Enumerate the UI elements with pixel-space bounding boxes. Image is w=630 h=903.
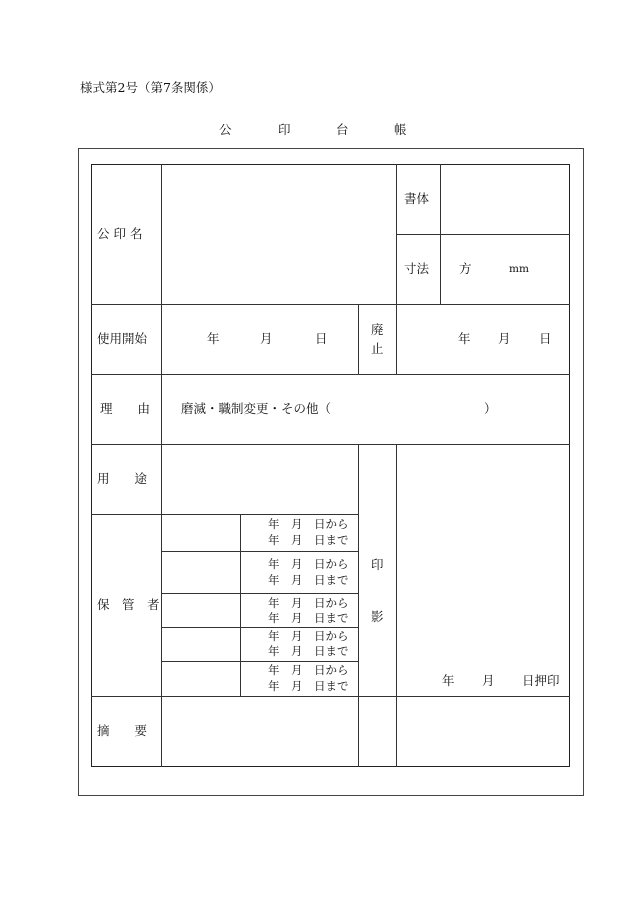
keeper-name-field[interactable] — [162, 628, 240, 661]
reason-other-field[interactable] — [345, 396, 483, 420]
summary-field[interactable] — [162, 697, 358, 766]
page-title — [0, 124, 630, 140]
keeper-period-to: 年 月 日まで — [268, 644, 349, 658]
summary-extra-field[interactable] — [397, 697, 569, 766]
title-char: 公 — [219, 122, 232, 137]
start-month: 月 — [260, 331, 273, 346]
divider — [91, 304, 570, 305]
keeper-period-from: 年 月 日から — [268, 557, 349, 571]
seal-impression-label: 印影 — [371, 557, 384, 624]
keeper-period-from: 年 月 日から — [268, 517, 349, 531]
keeper-period-to: 年 月 日まで — [268, 573, 349, 587]
size-unit-label: mm — [509, 263, 529, 275]
reason-close-paren: ） — [484, 401, 497, 416]
divider — [396, 234, 570, 235]
form-number: 様式第2号（第7条関係） — [80, 80, 221, 95]
keeper-name-field[interactable] — [162, 662, 240, 696]
purpose-label: 用 途 — [97, 471, 148, 486]
keeper-label: 保 管 者 — [97, 597, 160, 612]
keeper-period-to: 年 月 日まで — [268, 679, 349, 693]
divider — [91, 374, 570, 375]
title-char: 帳 — [394, 122, 407, 137]
abolition-day: 日 — [539, 331, 552, 346]
reason-options: 磨滅・職制変更・その他（ — [181, 401, 332, 416]
seal-name-field[interactable] — [162, 165, 396, 304]
divider — [358, 304, 359, 374]
impression-month: 月 — [482, 673, 495, 688]
divider — [240, 514, 241, 696]
abolition-month: 月 — [498, 331, 511, 346]
impression-day-stamp: 日押印 — [522, 673, 560, 688]
start-year: 年 — [207, 331, 220, 346]
title-char: 印 — [278, 122, 291, 137]
abolition-label: 廃止 — [371, 322, 384, 356]
abolition-year: 年 — [458, 331, 471, 346]
seal-impression-box[interactable] — [397, 445, 569, 670]
keeper-period-to: 年 月 日まで — [268, 611, 349, 625]
size-label: 寸法 — [404, 261, 430, 276]
keeper-name-field[interactable] — [162, 594, 240, 627]
keeper-period-from: 年 月 日から — [268, 663, 349, 677]
start-use-label: 使用開始 — [97, 331, 148, 346]
impression-year: 年 — [442, 673, 455, 688]
seal-name-label: 公 印 名 — [97, 226, 143, 241]
start-day: 日 — [315, 331, 328, 346]
typeface-field[interactable] — [441, 165, 569, 234]
keeper-name-field[interactable] — [162, 515, 240, 551]
size-square-label: 方 — [459, 261, 472, 276]
title-char: 台 — [336, 122, 349, 137]
divider — [358, 444, 359, 767]
typeface-label: 書体 — [404, 191, 430, 206]
keeper-period-to: 年 月 日まで — [268, 533, 349, 547]
reason-label: 理 由 — [100, 401, 151, 416]
keeper-period-from: 年 月 日から — [268, 629, 349, 643]
keeper-period-from: 年 月 日から — [268, 596, 349, 610]
summary-label: 摘 要 — [97, 723, 148, 738]
purpose-field[interactable] — [162, 445, 358, 514]
divider — [396, 304, 397, 374]
divider — [396, 164, 397, 304]
keeper-name-field[interactable] — [162, 552, 240, 593]
